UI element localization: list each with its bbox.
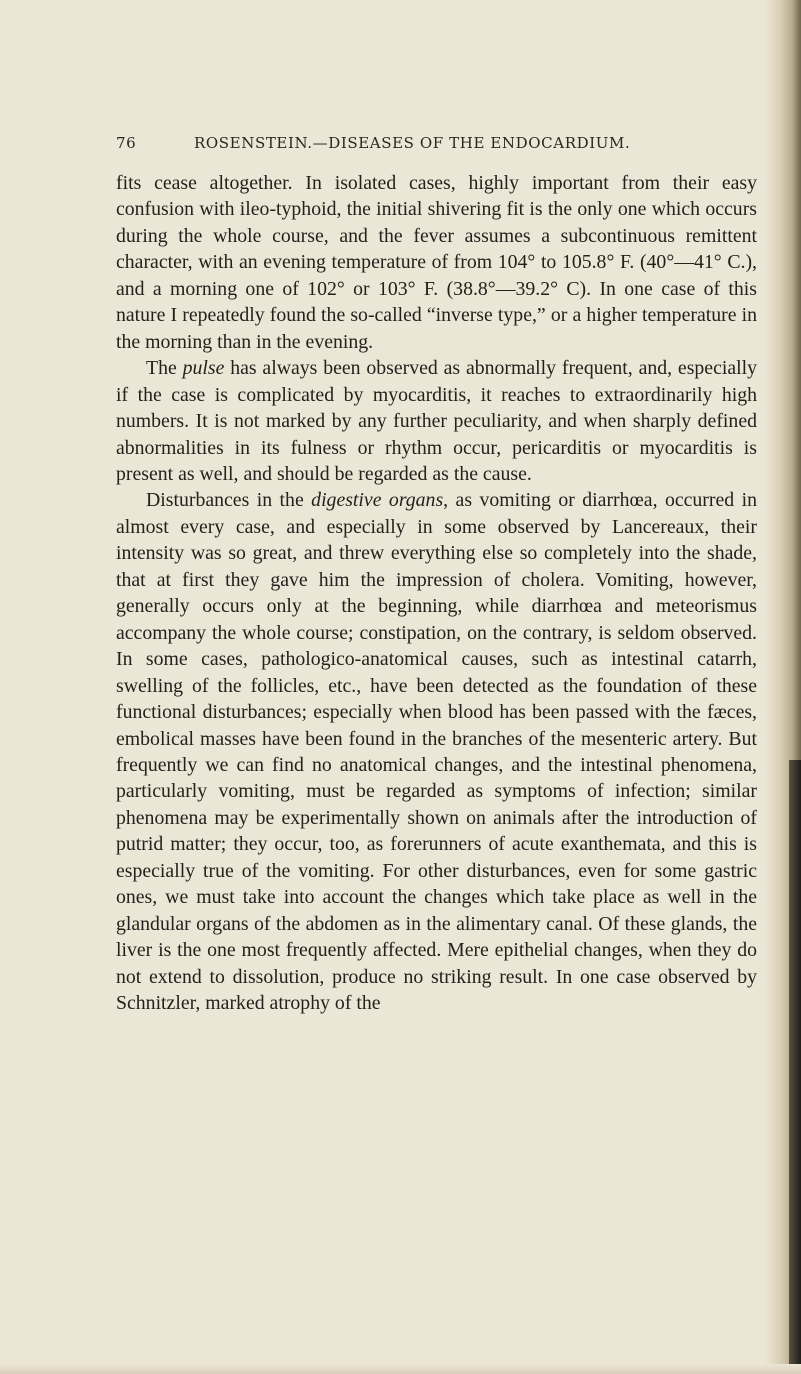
paragraph-fever-text: fits cease altogether. In isolated cases, highly important from their easy confusion with ileo-typhoid, the initial shivering fit is the only one which occurs during the whole course, and the fever assumes a subcontinuous remittent character, with an evening temperature of from 104° to 105.8° F. (40°—41° C.), and a morning one of 102° or 103° F. (38.8°—39.2° C). In one case of this nature I repeatedly found the so-called “inverse type,” or a higher temperature in the morning than in the evening. [116, 172, 757, 353]
paragraph-digestive-lead: Disturbances in the [146, 489, 312, 512]
term-digestive-organs: digestive organs [311, 489, 444, 512]
paragraph-digestive [116, 487, 757, 1016]
paragraph-pulse [116, 355, 757, 487]
paragraph-digestive-text: , as vomiting or diarrhœa, occurred in almost every case, and especially in some observed by Lancereaux, their intensity was so great, and threw everything else so completely into the shade, that at first they gave him the impression of cholera. Vomiting, however, generally occurs only at the beginning, while diarrhœa and meteorismus accompany the whole course; constipation, on the contrary, is seldom observed. In some cases, pathologico-anatomical causes, such as intestinal catarrh, swelling of the follicles, etc., have been detected as the foundation of these functional disturbances; especially when blood has been passed with the fæces, embolical masses have been found in the branches of the mesenteric artery. But frequently we can find no anatomical changes, and the intestinal phenomena, particularly vomiting, must be regarded as symptoms of infection; similar phenomena may be experimentally shown on animals after the introduction of putrid matter; they occur, too, as forerunners of acute exanthemata, and this is especially true of the vomiting. For other disturbances, even for some gastric ones, we must take into account the changes which take place as well in the glandular organs of the abdomen as in the alimentary canal. Of these glands, the liver is the one most frequently affected. Mere epithelial changes, when they do not extend to dissolution, produce no striking result. In one case observed by Schnitzler, marked atrophy of the [116, 489, 757, 1015]
body-text [116, 170, 757, 1017]
page-number: 76 [116, 134, 137, 152]
paragraph-pulse-lead: The [146, 357, 183, 380]
term-pulse: pulse [182, 357, 225, 380]
paragraph-pulse-text: has always been observed as abnormally frequent, and, especially if the case is complicated by myocarditis, it reaches to extraordinarily high numbers. It is not marked by any further peculiarity, and when sharply defined abnormalities in its fulness or rhythm occur, pericarditis or myocarditis is present as well, and should be regarded as the cause. [116, 357, 758, 485]
page-bottom-edge [0, 1364, 801, 1374]
page-binding-edge [789, 760, 801, 1374]
paragraph-fever [116, 170, 757, 355]
running-title: ROSENSTEIN.—DISEASES OF THE ENDOCARDIUM. [194, 134, 631, 152]
